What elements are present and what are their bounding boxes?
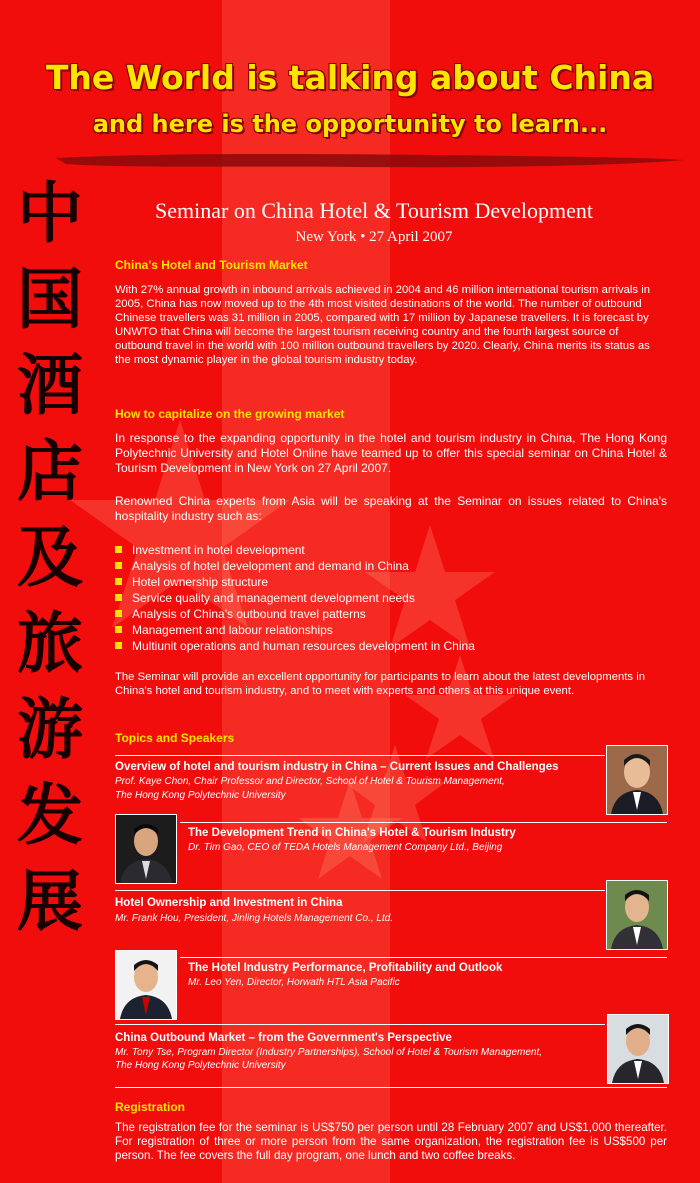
capitalize-para-3: The Seminar will provide an excellent opportunity for participants to learn about the latest developments in China's hotel and tourism industry, and to meet with experts and others at this unique event.: [115, 671, 645, 697]
capitalize-heading: How to capitalize on the growing market: [115, 407, 345, 421]
talk-title: The Hotel Industry Performance, Profitability and Outlook: [188, 962, 503, 974]
chinese-char: 酒: [17, 346, 83, 424]
chinese-char: 发: [17, 776, 83, 854]
speaker-photo: [607, 1014, 669, 1084]
talk-title: Overview of hotel and tourism industry in China – Current Issues and Challenges: [115, 761, 559, 773]
bullet-item: Investment in hotel development: [115, 542, 475, 558]
bullet-item: Management and labour relationships: [115, 622, 475, 638]
hero-headline: The World is talking about China: [45, 58, 655, 97]
person-icon: [116, 951, 176, 1019]
hero-subheadline: and here is the opportunity to learn...: [92, 110, 608, 138]
bullet-item: Service quality and management development needs: [115, 590, 475, 606]
seminar-location-date: New York • 27 April 2007: [295, 229, 453, 245]
seminar-title: Seminar on China Hotel & Tourism Development: [155, 198, 593, 223]
talk-speaker: Dr. Tim Gao, CEO of TEDA Hotels Management Company Ltd., Beijing: [188, 842, 503, 853]
person-icon: [607, 746, 667, 814]
talk-speaker: Mr. Tony Tse, Program Director (Industry Partnerships), School of Hotel & Tourism Management,: [115, 1047, 543, 1058]
chinese-char: 店: [17, 432, 83, 510]
divider: [115, 1024, 605, 1025]
divider: [180, 957, 667, 958]
speaker-photo: [115, 950, 177, 1020]
market-heading: China's Hotel and Tourism Market: [115, 258, 308, 272]
bullet-item: Hotel ownership structure: [115, 574, 475, 590]
chinese-char: 游: [17, 690, 83, 768]
market-body: With 27% annual growth in inbound arrivals achieved in 2004 and 46 million international tourism arrivals in 2005, China has now moved up to the 4th most visited destinations of the world. The number of outbound Chinese travellers was 31 million in 2005, compared with 17 million by Japanese travellers. It is forecast by UNWTO that China will become the largest tourism receiving country and the fourth largest source of outbound travel in the world with 100 million outbound travellers by 2020. Clearly, China merits its status as the most dynamic player in the global tourism industry today.: [115, 284, 651, 366]
speaker-photo: [606, 745, 668, 815]
capitalize-para-1: In response to the expanding opportunity in the hotel and tourism industry in China, The Hong Kong Polytechnic University and Hotel Online have teamed up to offer this special seminar on China Hotel & Tourism Development in New York on 27 April 2007.: [115, 431, 667, 475]
speaker-photo: [606, 880, 668, 950]
registration-body: The registration fee for the seminar is US$750 per person until 28 February 2007 and US$1,000 thereafter. For registration of three or more person from the same organization, the registration fee is US$500 per person. The fee covers the full day program, one lunch and two coffee breaks.: [115, 1121, 667, 1162]
person-icon: [607, 881, 667, 949]
chinese-char: 及: [17, 518, 83, 596]
talk-title: Hotel Ownership and Investment in China: [115, 897, 343, 909]
capitalize-para-2: Renowned China experts from Asia will be speaking at the Seminar on issues related to China's hospitality industry such as:: [115, 494, 667, 523]
chinese-char: 旅: [17, 604, 83, 682]
talk-speaker: Prof. Kaye Chon, Chair Professor and Director, School of Hotel & Tourism Management,: [115, 776, 505, 787]
talk-speaker: Mr. Leo Yen, Director, Horwath HTL Asia Pacific: [188, 977, 400, 988]
talk-affiliation: The Hong Kong Polytechnic University: [115, 1060, 286, 1071]
vertical-chinese-title: [10, 170, 90, 944]
topics-heading: Topics and Speakers: [115, 731, 235, 745]
talk-speaker: Mr. Frank Hou, President, Jinling Hotels Management Co., Ltd.: [115, 913, 394, 924]
chinese-char: 中: [17, 174, 83, 252]
person-icon: [608, 1015, 668, 1083]
divider: [115, 890, 605, 891]
speaker-photo: [115, 814, 177, 884]
chinese-char: 国: [17, 260, 83, 338]
bullet-item: Multiunit operations and human resources development in China: [115, 638, 475, 654]
topic-bullets: [115, 542, 475, 654]
chinese-char: 展: [17, 862, 83, 940]
bullet-item: Analysis of China's outbound travel patterns: [115, 606, 475, 622]
bullet-item: Analysis of hotel development and demand in China: [115, 558, 475, 574]
person-icon: [116, 815, 176, 883]
divider: [115, 1087, 667, 1088]
divider: [115, 755, 605, 756]
brush-stroke: [56, 150, 684, 172]
registration-heading: Registration: [115, 1100, 186, 1114]
talk-title: The Development Trend in China's Hotel & Tourism Industry: [188, 827, 516, 839]
talk-title: China Outbound Market – from the Government's Perspective: [115, 1032, 452, 1044]
talk-affiliation: The Hong Kong Polytechnic University: [115, 790, 286, 801]
divider: [180, 822, 667, 823]
